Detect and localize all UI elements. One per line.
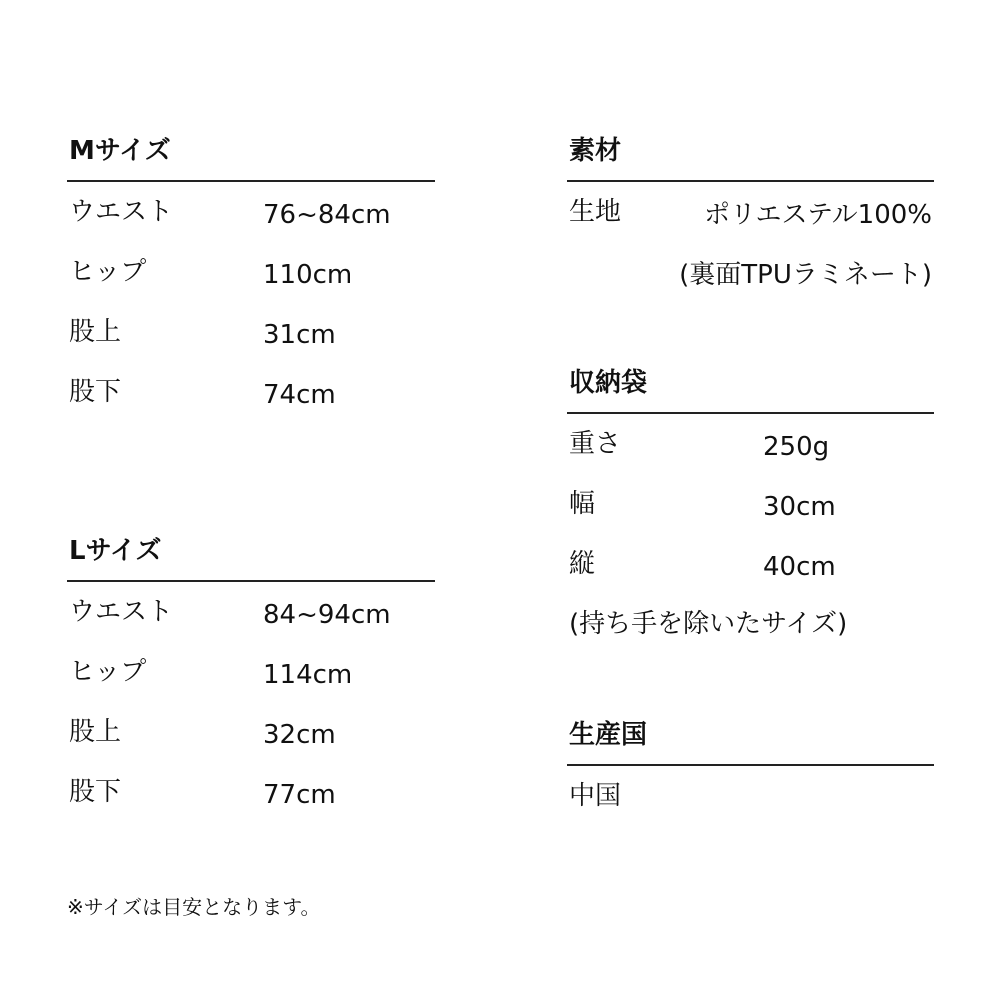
l-size-section [67,538,435,839]
material-section [567,138,934,319]
origin-heading: 生産国 [569,720,648,750]
bag-note: (持ち手を除いたサイズ) [569,609,848,639]
row-label: 幅 [569,489,596,519]
l-size-row-rise [67,719,435,779]
m-size-heading: Mサイズ [69,136,171,166]
row-label: 縦 [569,549,596,579]
row-value: 110cm [263,260,353,290]
origin-section [567,722,934,843]
m-size-row-inseam [67,379,435,439]
material-row-fabric [567,199,934,259]
material-row-fabric-detail [567,259,934,319]
row-label: 股上 [69,317,122,347]
l-size-row-waist [67,599,435,659]
row-label: 股下 [69,777,122,807]
row-value: 76~84cm [263,200,391,230]
m-size-section [67,138,435,439]
row-value: 77cm [263,780,336,810]
m-size-row-rise [67,319,435,379]
bag-heading: 収納袋 [569,368,648,398]
row-label: ヒップ [69,257,147,287]
m-size-row-waist [67,199,435,259]
row-label: 股下 [69,377,122,407]
row-value: 114cm [263,660,353,690]
bag-row-width [567,491,934,551]
row-value: 30cm [763,492,836,522]
row-label: 股上 [69,717,122,747]
row-value: 32cm [263,720,336,750]
row-value: 31cm [263,320,336,350]
bag-section [567,370,934,637]
row-value: 74cm [263,380,336,410]
origin-value: 中国 [569,781,622,811]
row-value: 84~94cm [263,600,391,630]
l-size-heading: Lサイズ [69,536,162,566]
row-label: ウエスト [69,197,174,227]
l-size-row-inseam [67,779,435,839]
l-size-row-hip [67,659,435,719]
row-value: ポリエステル100% [704,200,932,230]
row-value: 40cm [763,552,836,582]
row-label: ヒップ [69,657,147,687]
origin-row [567,783,934,843]
size-footnote: ※サイズは目安となります。 [67,895,321,919]
row-label: ウエスト [69,597,174,627]
row-label: 生地 [569,197,622,227]
row-label: 重さ [569,429,622,459]
row-value-detail: (裏面TPUラミネート) [679,260,932,290]
m-size-row-hip [67,259,435,319]
bag-row-weight [567,431,934,491]
material-heading: 素材 [569,136,622,166]
row-value: 250g [763,432,830,462]
bag-row-height [567,551,934,611]
